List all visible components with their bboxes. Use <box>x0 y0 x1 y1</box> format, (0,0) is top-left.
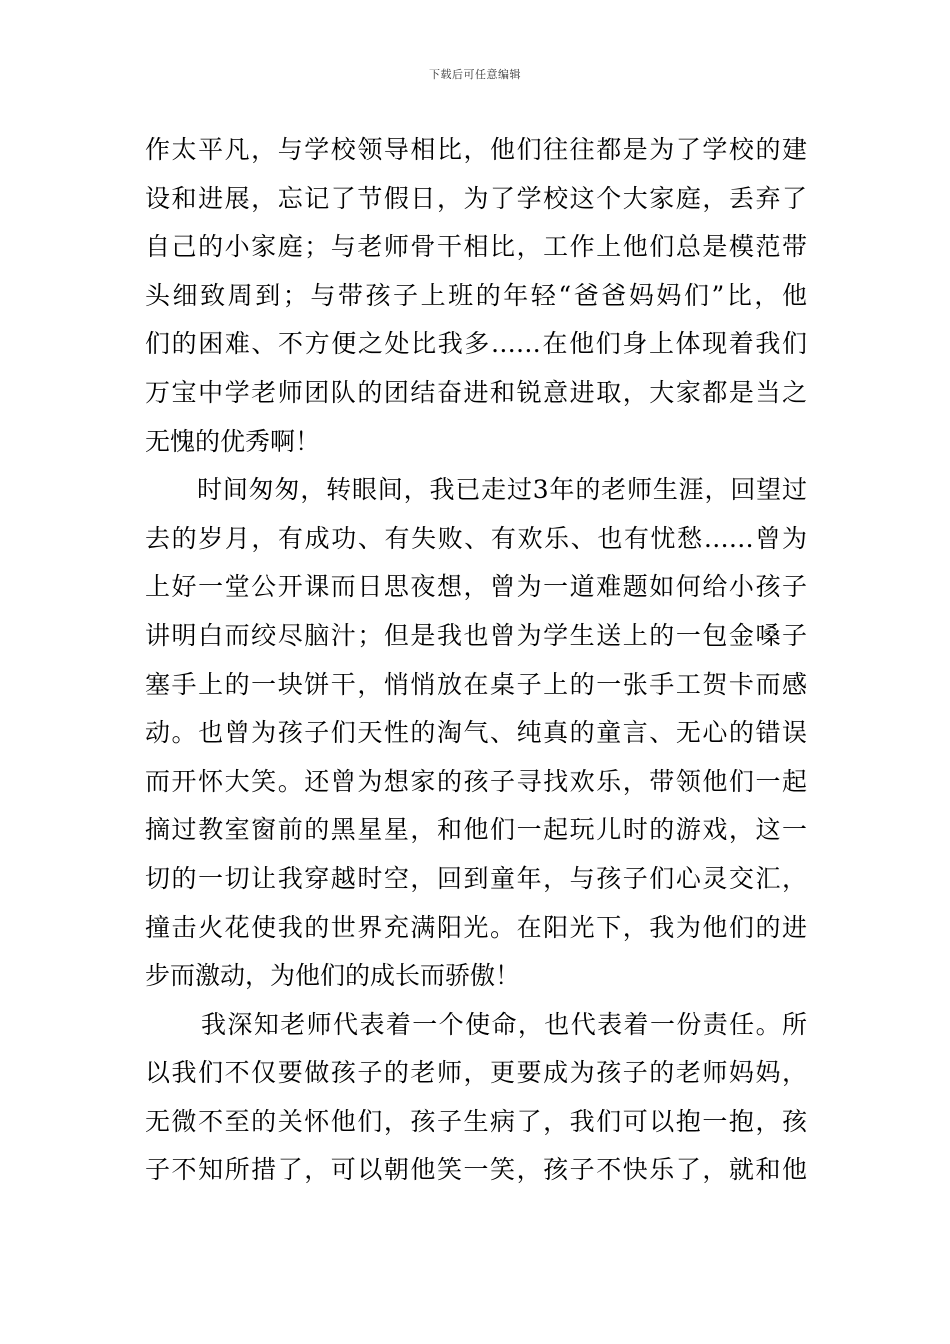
text-line: 摘过教室窗前的黑星星，和他们一起玩儿时的游戏，这一 <box>145 815 807 845</box>
text-line: 动。也曾为孩子们天性的淘气、纯真的童言、无心的错误 <box>145 718 807 748</box>
document-body <box>145 126 807 1195</box>
text-line: 去的岁月，有成功、有失败、有欢乐、也有忧愁……曾为 <box>145 523 807 553</box>
text-line: 头细致周到；与带孩子上班的年轻“爸爸妈妈们”比，他 <box>145 280 807 310</box>
text-line: 步而激动，为他们的成长而骄傲！ <box>145 961 521 991</box>
text-line: 自己的小家庭；与老师骨干相比，工作上他们总是模范带 <box>145 232 807 262</box>
text-line: 作太平凡，与学校领导相比，他们往往都是为了学校的建 <box>145 135 807 164</box>
paragraph-2 <box>145 466 807 1001</box>
text-line: 上好一堂公开课而日思夜想，曾为一道难题如何给小孩子 <box>145 572 807 602</box>
text-line: 以我们不仅要做孩子的老师，更要成为孩子的老师妈妈， <box>145 1058 807 1088</box>
text-line: 无微不至的关怀他们，孩子生病了，我们可以抱一抱，孩 <box>145 1106 807 1136</box>
text-line: 万宝中学老师团队的团结奋进和锐意进取，大家都是当之 <box>145 377 807 407</box>
text-line: 我深知老师代表着一个使命，也代表着一份责任。所 <box>201 1009 807 1039</box>
text-line: 子不知所措了，可以朝他笑一笑，孩子不快乐了，就和他 <box>145 1155 807 1185</box>
text-line: 时间匆匆，转眼间，我已走过3年的老师生涯，回望过 <box>197 475 807 505</box>
text-line: 讲明白而绞尽脑汁；但是我也曾为学生送上的一包金嗓子 <box>145 620 807 650</box>
page-header: 下载后可任意编辑 <box>429 68 521 81</box>
text-line: 切的一切让我穿越时空，回到童年，与孩子们心灵交汇， <box>145 863 807 893</box>
text-line: 无愧的优秀啊！ <box>145 426 321 456</box>
text-line: 撞击火花使我的世界充满阳光。在阳光下，我为他们的进 <box>145 912 807 942</box>
text-line: 设和进展，忘记了节假日，为了学校这个大家庭，丢弃了 <box>145 183 807 213</box>
paragraph-3 <box>145 1001 807 1195</box>
text-line: 塞手上的一块饼干，悄悄放在桌子上的一张手工贺卡而感 <box>145 669 807 699</box>
text-line: 们的困难、不方便之处比我多……在他们身上体现着我们 <box>145 329 807 359</box>
text-line: 而开怀大笑。还曾为想家的孩子寻找欢乐，带领他们一起 <box>145 766 807 796</box>
paragraph-1 <box>145 126 807 466</box>
